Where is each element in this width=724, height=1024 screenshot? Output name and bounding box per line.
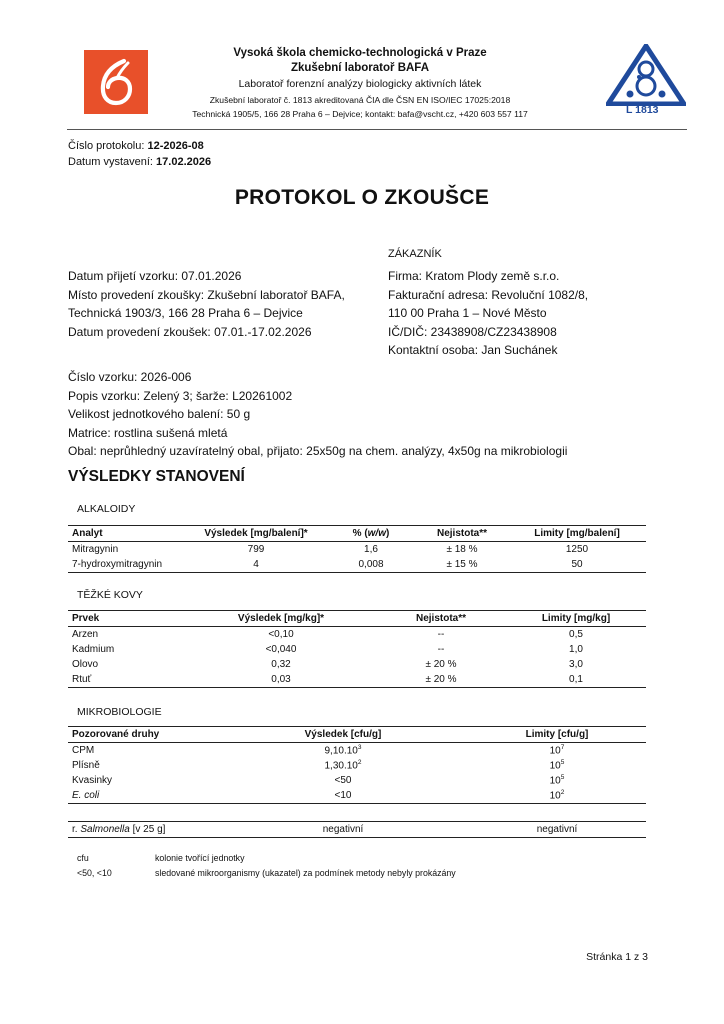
element-cell: Kadmium: [72, 644, 115, 655]
column-header: Limity [cfu/g]: [468, 727, 646, 743]
result-cell: <50: [334, 775, 352, 786]
result-cell: 1,30.10$^2$: [324, 759, 362, 772]
lab-subtitle: Laboratoř forenzní analýzy biologicky aktivních látek: [238, 78, 482, 90]
uncertainty-cell: --: [437, 644, 445, 655]
customer-line: Firma: Kratom Plody země s.r.o.: [388, 269, 560, 283]
results-heading: VÝSLEDKY STANOVENÍ: [68, 468, 245, 485]
customer-line: 110 00 Praha 1 – Nové Město: [388, 306, 547, 320]
analyte-cell: 7-hydroxymitragynin: [68, 557, 186, 573]
sample-line: Číslo vzorku: 2026-006: [68, 370, 192, 384]
table-row: [68, 627, 646, 643]
percent-cell: 1,6: [364, 544, 378, 555]
customer-heading: ZÁKAZNÍK: [388, 248, 442, 260]
result-cell: 4: [186, 557, 326, 573]
sample-block: [68, 368, 567, 461]
result-cell: negativní: [218, 822, 468, 838]
uncertainty-cell: ± 15 %: [416, 557, 508, 573]
limit-cell: 1250: [565, 544, 589, 555]
customer-line: Fakturační adresa: Revoluční 1082/8,: [388, 287, 589, 302]
column-header: Prvek: [68, 611, 186, 627]
sample-line: Obal: neprůhledný uzavíratelný obal, přijato: 25x50g na chem. analýzy, 4x50g na mikrobiologii: [68, 444, 568, 458]
result-cell: <10: [218, 788, 468, 804]
table-row: [68, 642, 646, 657]
column-header: Výsledek [mg/kg]*: [186, 611, 376, 627]
organism-cell: Kvasinky: [72, 775, 113, 786]
limit-cell: negativní: [468, 822, 646, 838]
table-row: [68, 542, 646, 558]
alkaloids-caption: ALKALOIDY: [77, 503, 136, 515]
column-header: Výsledek [cfu/g]: [218, 727, 468, 743]
micro-table: [68, 726, 646, 804]
analyte-cell: Mitragynin: [72, 544, 119, 555]
limit-cell: 1,0: [569, 644, 583, 655]
column-header: Pozorované druhy: [68, 727, 218, 743]
receipt-line: Technická 1903/3, 166 28 Praha 6 – Dejvice: [68, 306, 303, 320]
result-cell: 799: [247, 544, 265, 555]
result-cell: 0,32: [271, 659, 291, 670]
table-row: [68, 788, 646, 804]
element-cell: Arzen: [72, 629, 99, 640]
table-header-row: [68, 526, 646, 542]
column-header: Limity [mg/balení]: [508, 526, 646, 542]
cia-label: L 1813: [626, 104, 659, 116]
sample-line: Matrice: rostlina sušená mletá: [68, 425, 228, 440]
metals-caption: TĚŽKÉ KOVY: [77, 589, 143, 601]
limit-cell: $10^5$: [549, 774, 565, 787]
column-header: Nejistota**: [376, 611, 506, 627]
receipt-line: Místo provedení zkoušky: Zkušební laboratoř BAFA,: [68, 287, 345, 302]
salmonella-table: [68, 821, 646, 838]
micro-caption: MIKROBIOLOGIE: [77, 706, 162, 718]
uncertainty-cell: ± 20 %: [425, 659, 457, 670]
vscht-logo: [84, 50, 148, 114]
accreditation-text: Zkušební laboratoř č. 1813 akreditovaná ČIA dle ČSN EN ISO/IEC 17025:2018: [209, 95, 511, 105]
cia-accreditation-logo: [606, 44, 686, 120]
metals-table: [68, 610, 646, 688]
table-row: [68, 657, 646, 672]
receipt-line: Datum provedení zkoušek: 07.01.-17.02.2026: [68, 324, 312, 339]
cia-triangle-icon: [606, 44, 686, 106]
table-row: [68, 557, 646, 573]
table-row: [68, 743, 646, 759]
table-row: [68, 758, 646, 773]
alkaloids-table: [68, 525, 646, 573]
receipt-line: Datum přijetí vzorku: 07.01.2026: [68, 269, 242, 283]
protocol-date: Datum vystavení: 17.02.2026: [68, 156, 212, 168]
customer-line: Kontaktní osoba: Jan Suchánek: [388, 343, 558, 357]
organism-cell: E. coli: [68, 788, 218, 804]
table-header-row: [68, 727, 646, 743]
limit-cell: 50: [508, 557, 646, 573]
organism-cell: r. Salmonella [v 25 g]: [68, 822, 218, 838]
lab-name: Zkušební laboratoř BAFA: [290, 62, 430, 74]
result-cell: <0,10: [268, 629, 294, 640]
table-header-row: [68, 611, 646, 627]
footnote-text: sledované mikroorganismy (ukazatel) za podmínek metody nebyly prokázány: [155, 868, 456, 878]
limit-cell: $10^2$: [468, 788, 646, 804]
limit-cell: $10^7$: [549, 744, 565, 757]
element-cell: Olovo: [72, 659, 99, 670]
result-cell: 0,03: [186, 672, 376, 688]
customer-line: IČ/DIČ: 23438908/CZ23438908: [388, 324, 557, 339]
column-header: % (w/w): [326, 526, 416, 542]
element-cell: Rtuť: [68, 672, 186, 688]
organism-cell: CPM: [72, 745, 95, 756]
page-number: Stránka 1 z 3: [586, 951, 648, 963]
contact-text: Technická 1905/5, 166 28 Praha 6 – Dejvice; kontakt: bafa@vscht.cz, +420 603 557 117: [192, 109, 528, 119]
uncertainty-cell: --: [437, 629, 445, 640]
organism-cell: Plísně: [72, 760, 100, 771]
limit-cell: 0,1: [506, 672, 646, 688]
limit-cell: 3,0: [569, 659, 583, 670]
percent-cell: 0,008: [326, 557, 416, 573]
result-cell: 9,10.10$^3$: [324, 744, 362, 757]
header-divider: [67, 129, 687, 130]
institution-name: Vysoká škola chemicko-technologická v Praze: [233, 47, 487, 59]
column-header: Nejistota**: [416, 526, 508, 542]
table-row: [68, 773, 646, 788]
limit-cell: $10^5$: [549, 759, 565, 772]
flask-drop-icon: [84, 50, 148, 114]
column-header: Limity [mg/kg]: [506, 611, 646, 627]
uncertainty-cell: ± 18 %: [446, 544, 478, 555]
column-header: Analyt: [68, 526, 186, 542]
protocol-number: Číslo protokolu: 12-2026-08: [68, 140, 204, 152]
sample-line: Popis vzorku: Zelený 3; šarže: L20261002: [68, 388, 293, 403]
footnote-abbr: cfu: [77, 853, 89, 863]
sample-line: Velikost jednotkového balení: 50 g: [68, 407, 251, 421]
table-row: [68, 672, 646, 688]
result-cell: <0,040: [265, 644, 297, 655]
table-row: [68, 822, 646, 838]
column-header: Výsledek [mg/balení]*: [186, 526, 326, 542]
limit-cell: 0,5: [569, 629, 583, 640]
page-title: PROTOKOL O ZKOUŠCE: [234, 186, 490, 209]
footnote-text: kolonie tvořící jednotky: [155, 853, 245, 863]
footnote-abbr: <50, <10: [77, 868, 112, 878]
receipt-block: [68, 267, 345, 341]
uncertainty-cell: ± 20 %: [376, 672, 506, 688]
customer-block: [388, 267, 588, 360]
